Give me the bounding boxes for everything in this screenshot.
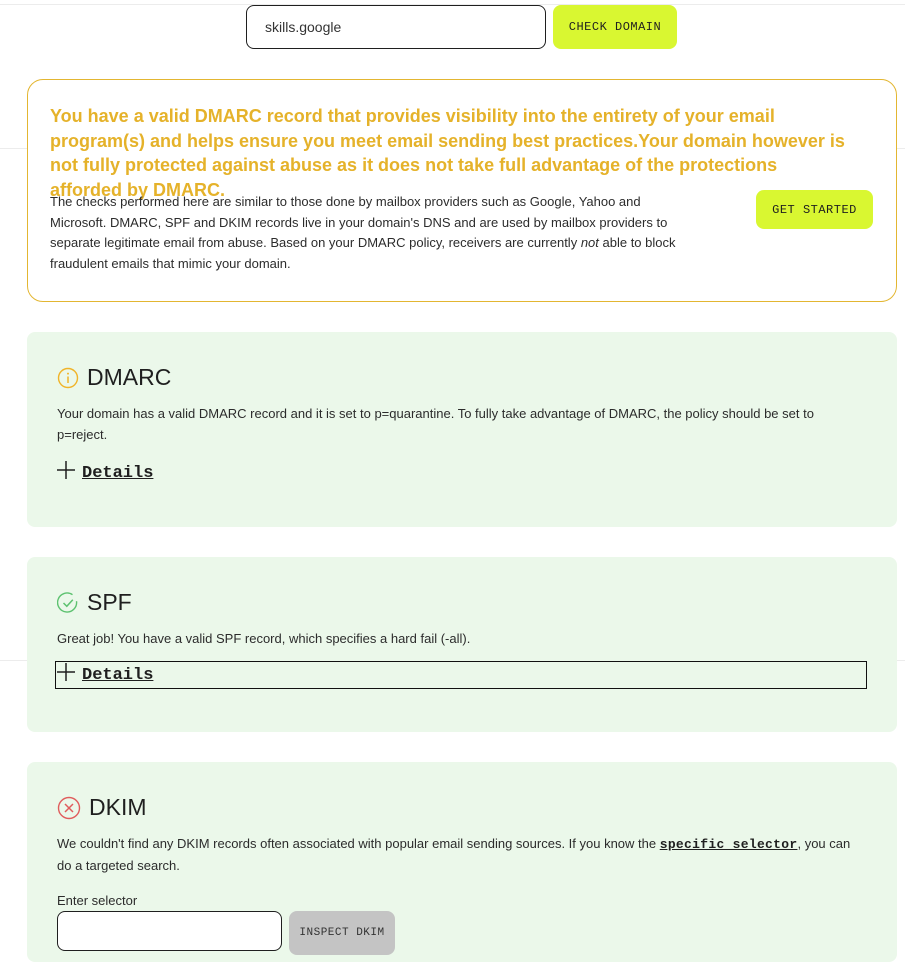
summary-headline: You have a valid DMARC record that provides visibility into the entirety of your email program(s) and helps ensure you meet email sending best practices.Your domain however is not fully protected against abuse as it does not take full advantage of the protections afforded by DMARC. xyxy=(50,106,845,200)
dmarc-details-label: Details xyxy=(82,463,154,483)
summary-text-end: able to block fraudulent emails that mimic your domain. xyxy=(50,235,676,271)
dkim-text-end: , you can do a targeted search. xyxy=(57,836,851,873)
spf-description: Great job! You have a valid SPF record, which specifies a hard fail (-all). xyxy=(57,631,471,646)
summary-panel xyxy=(27,79,897,302)
spf-details-label: Details xyxy=(82,665,154,685)
spf-title: SPF xyxy=(87,589,132,615)
dmarc-heading xyxy=(57,364,171,391)
plus-icon xyxy=(56,662,76,688)
spf-details-toggle[interactable] xyxy=(56,662,866,688)
dmarc-card xyxy=(27,332,897,527)
specific-selector-link[interactable]: specific selector xyxy=(659,837,798,852)
selector-label: Enter selector xyxy=(57,893,138,908)
domain-input[interactable] xyxy=(246,5,546,49)
info-icon xyxy=(57,367,79,389)
check-domain-button[interactable]: CHECK DOMAIN xyxy=(553,5,677,49)
dkim-heading xyxy=(57,794,147,821)
summary-emphasis: not xyxy=(580,235,599,250)
dmarc-title: DMARC xyxy=(87,364,172,390)
check-circle-icon xyxy=(57,592,79,614)
spf-card xyxy=(27,557,897,732)
x-circle-icon xyxy=(57,796,81,820)
selector-input[interactable] xyxy=(57,911,282,951)
dkim-card xyxy=(27,762,897,962)
summary-description xyxy=(50,192,690,274)
get-started-button[interactable]: GET STARTED xyxy=(756,190,873,229)
inspect-dkim-button[interactable]: INSPECT DKIM xyxy=(289,911,395,955)
dkim-description xyxy=(57,833,857,876)
dkim-title: DKIM xyxy=(89,794,147,820)
dmarc-details-toggle[interactable] xyxy=(56,460,153,486)
dkim-text: We couldn't find any DKIM records often associated with popular email sending sources. If you know the xyxy=(57,836,660,851)
spf-heading xyxy=(57,589,132,616)
dmarc-description: Your domain has a valid DMARC record and it is set to p=quarantine. To fully take advantage of DMARC, the policy should be set to p=reject. xyxy=(57,406,814,442)
plus-icon xyxy=(56,460,76,486)
summary-text: The checks performed here are similar to those done by mailbox providers such as Google, Yahoo and Microsoft. DMARC, SPF and DKIM records live in your domain's DNS and are used by mailbox providers to separate legitimate email from abuse. Based on your DMARC policy, receivers are currently xyxy=(50,194,668,250)
